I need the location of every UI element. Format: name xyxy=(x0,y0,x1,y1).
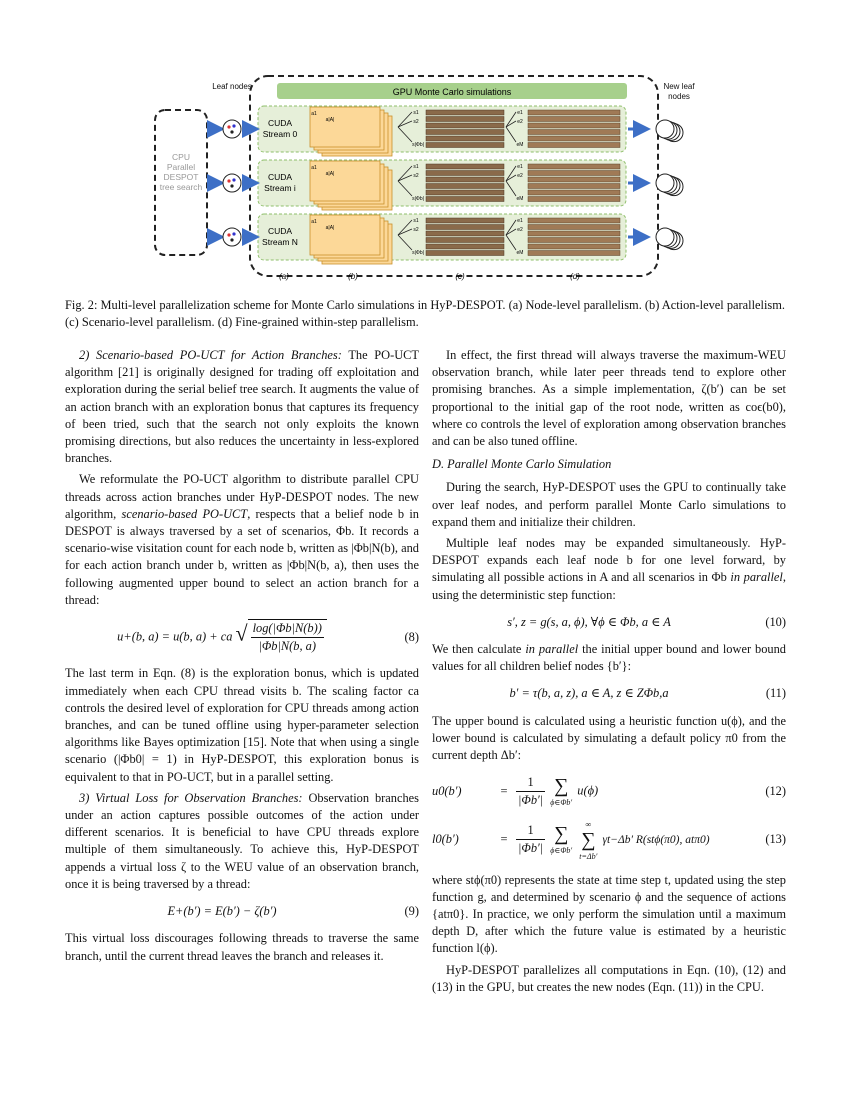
panel-label-d: (d) xyxy=(570,272,580,281)
action-card xyxy=(310,161,380,201)
leaf-node xyxy=(223,120,241,138)
dot xyxy=(230,184,233,187)
scenario-strip xyxy=(426,190,504,195)
equation-9 xyxy=(65,903,419,920)
cpu-box-label: CPU Parallel DESPOT tree search xyxy=(159,152,203,192)
action-label-a1: a1 xyxy=(311,219,317,225)
new-leaf-nodes-label: New leaf nodes xyxy=(663,82,695,101)
step-label-e2: e2 xyxy=(517,227,523,233)
step-strip xyxy=(528,143,620,148)
paragraph: where stϕ(π0) represents the state at time step t, updated using the step function g, and determined by scenario ϕ and the sequence of actions {atπ0}. In practice, we only perform the simulation until a maximum depth D, after which the future value is estimated by a heuristic function l(ϕ). xyxy=(432,872,786,956)
eq13-den: |Φb′| xyxy=(518,841,544,856)
eq8-lhs: u+(b, a) = u(b, a) + ca xyxy=(117,629,233,644)
eq12-equals: = xyxy=(500,784,508,799)
scenario-strip xyxy=(426,244,504,249)
step-label-eM: eM xyxy=(516,250,524,256)
scenario-strip xyxy=(426,251,504,256)
eq12-rhs: u(ϕ) xyxy=(577,783,599,798)
scenario-strip xyxy=(426,143,504,148)
dot xyxy=(232,124,235,127)
eq13-equals: = xyxy=(500,832,508,847)
scenario-strip xyxy=(426,231,504,236)
scenario-label-s1: s1 xyxy=(413,218,419,224)
action-label-a1: a1 xyxy=(311,111,317,117)
scenario-label-sphi: s|Φb| xyxy=(412,250,424,256)
dot xyxy=(227,125,230,128)
panel-label-b: (b) xyxy=(348,272,358,281)
step-label-e2: e2 xyxy=(517,173,523,179)
eq9-body: E+(b′) = E(b′) − ζ(b′) xyxy=(167,904,277,919)
scenario-label-s1: s1 xyxy=(413,110,419,116)
paragraph: Multiple leaf nodes may be expanded simultaneously. HyP-DESPOT expands each leaf node b for one level forward, by simulating all possible actions in A and all scenarios in Φb xyxy=(432,536,786,585)
eq13-number: (13) xyxy=(765,832,786,847)
eq12-one: 1 xyxy=(516,774,545,792)
eq13-lhs: l0(b′) xyxy=(432,832,459,847)
step-strip xyxy=(528,184,620,189)
emphasis: scenario-based PO-UCT xyxy=(121,506,248,521)
equation-8: u+(b, a) = u(b, a) + ca √ $\frac{\log(|\Phi b|N(b))}{|\Phi b|N(b, a)}$ (8) xyxy=(65,619,419,655)
step-strip xyxy=(528,171,620,176)
paragraph: This virtual loss discourages following threads to traverse the same branch, until the current thread leaves the branch and releases it. xyxy=(65,931,419,963)
eq10-body: s′, z = g(s, a, ϕ), ∀ϕ ∈ Φb, a ∈ A xyxy=(507,614,671,629)
sum-symbol: ∑ xyxy=(554,774,569,797)
step-label-e1: e1 xyxy=(517,218,523,224)
paragraph: The PO-UCT algorithm [21] is originally designed for trading off exploitation and exploration during the serial belief tree search. It augments the value of an action branch with an exploration bonus that captures its frequency of been tried, such that the search not only exploits the known promising directions, but also reduces the uncertainty in less-explored branches. xyxy=(65,348,420,466)
scenario-label-sphi: s|Φb| xyxy=(412,142,424,148)
eq13-rhs: γt−Δb′ R(stϕ(π0), atπ0) xyxy=(602,833,710,846)
sum-sub: ϕ∈Φb′ xyxy=(550,797,573,807)
scenario-strip xyxy=(426,218,504,223)
dot xyxy=(232,178,235,181)
eq12-number: (12) xyxy=(765,784,786,799)
step-strip xyxy=(528,136,620,141)
eq13-one: 1 xyxy=(516,822,545,840)
stream-cuda: CUDA xyxy=(267,118,293,128)
step-strip xyxy=(528,244,620,249)
action-label-aA: a|A| xyxy=(325,117,335,123)
equation-10 xyxy=(432,614,786,631)
stream-name: Stream N xyxy=(262,237,298,247)
scenario-label-s2: s2 xyxy=(413,227,419,233)
gpu-title: GPU Monte Carlo simulations xyxy=(392,87,512,97)
stream-cuda: CUDA xyxy=(267,226,293,236)
leaf-node xyxy=(223,228,241,246)
scenario-strip xyxy=(426,117,504,122)
stream-name: Stream 0 xyxy=(262,129,298,139)
stream-name: Stream i xyxy=(264,183,296,193)
eq8-numerator: log(|Φb|N(b)) xyxy=(251,620,324,638)
paragraph: The last term in Eqn. (8) is the exploration bonus, which is updated immediately when each CPU thread visits b. The scaling factor ca controls the desired level of exploration for CPU threads among action branches, and can be tuned offline using hyper-parameter selection algorithms like Bayes optimization [15]. Note that when using a single scenario (|Φb0| = 1) in HyP-DESPOT, this exploration bonus is equivalent to that in PO-UCT, but in a parallel setting. xyxy=(65,666,419,784)
action-label-a1: a1 xyxy=(311,165,317,171)
stream-cuda: CUDA xyxy=(267,172,293,182)
paragraph: HyP-DESPOT parallelizes all computations in Eqn. (10), (12) and (13) in the GPU, but creates the new nodes (Eqn. (11)) in the CPU. xyxy=(432,962,786,994)
step-strip xyxy=(528,117,620,122)
panel-label-c: (c) xyxy=(455,272,465,281)
paragraph: The upper bound is calculated using a heuristic function u(ϕ), and the lower bound is calculated by simulating a default policy π0 from the current depth Δb′: xyxy=(432,713,786,763)
sum-symbol: ∑ xyxy=(554,822,569,845)
section-heading-3: 3) Virtual Loss for Observation Branches: xyxy=(79,790,303,805)
equation-11 xyxy=(432,685,786,702)
sum-sup: ∞ xyxy=(585,819,592,829)
step-strip xyxy=(528,225,620,230)
parallelization-diagram xyxy=(150,70,702,285)
eq11-body: b′ = τ(b, a, z), a ∈ A, z ∈ ZΦb,a xyxy=(509,686,669,701)
eq9-number: (9) xyxy=(404,904,419,919)
figure-2 xyxy=(150,70,702,285)
dot xyxy=(227,179,230,182)
eq8-denominator: |Φb|N(b, a) xyxy=(258,639,316,654)
scenario-strip xyxy=(426,177,504,182)
step-label-eM: eM xyxy=(516,142,524,148)
new-leaf-node xyxy=(656,120,674,138)
scenario-strip xyxy=(426,197,504,202)
step-strip xyxy=(528,177,620,182)
paragraph: the initial upper bound and lower bound values for all children belief nodes {b′}: xyxy=(432,642,786,674)
scenario-strip xyxy=(426,136,504,141)
section-heading-d: D. Parallel Monte Carlo Simulation xyxy=(432,457,612,472)
dot xyxy=(230,130,233,133)
scenario-strip xyxy=(426,238,504,243)
paragraph: Observation branches under an action captures possible outcomes of the action under different scenarios. It is beneficial to have CPU threads explore multiple of them simultaneously. To achieve this, HyP-DESPOT appends a virtual loss ζ to the WEU value of an observation branch, once it is being traversed by a thread: xyxy=(65,790,419,891)
step-strip xyxy=(528,197,620,202)
step-strip xyxy=(528,218,620,223)
eq12-den: |Φb′| xyxy=(518,793,544,808)
eq11-number: (11) xyxy=(765,686,786,701)
step-label-e1: e1 xyxy=(517,110,523,116)
dot xyxy=(227,233,230,236)
paragraph: , using the deterministic step function: xyxy=(432,570,786,602)
emphasis: in parallel xyxy=(730,570,783,585)
sum-symbol: ∑ xyxy=(581,828,596,851)
step-strip xyxy=(528,251,620,256)
step-strip xyxy=(528,123,620,128)
scenario-label-s2: s2 xyxy=(413,119,419,125)
paragraph: During the search, HyP-DESPOT uses the GPU to continually take over leaf nodes, and perform parallel Monte Carlo simulations to expand them and initialize their children. xyxy=(432,480,786,529)
action-label-aA: a|A| xyxy=(325,171,335,177)
scenario-strip xyxy=(426,171,504,176)
equations-12-13 xyxy=(432,770,786,865)
paragraph: , respects that a belief node b in DESPOT is always traversed by a set of scenarios, Φb. It records a scenario-wise visitation count for each node b, written as |Φb|N(b), and for each action branch under b, written as |Φb|N(b, a), then uses the following augmented upper bound to select an action branch for a thread: xyxy=(65,506,419,607)
scenario-strip xyxy=(426,225,504,230)
figure-caption: Fig. 2: Multi-level parallelization scheme for Monte Carlo simulations in HyP-DESPOT. (a) Node-level parallelism. (b) Action-level parallelism. (c) Scenario-level parallelism. (d) Fine-grained within-step parallelism. xyxy=(65,298,785,329)
action-card xyxy=(310,107,380,147)
step-strip xyxy=(528,110,620,115)
paragraph: We reformulate the PO-UCT algorithm to distribute parallel CPU threads across action branches under HyP-DESPOT nodes. The new algorithm, xyxy=(65,472,419,521)
step-label-eM: eM xyxy=(516,196,524,202)
scenario-strip xyxy=(426,130,504,135)
eq12-lhs: u0(b′) xyxy=(432,784,462,799)
eq8-number: (8) xyxy=(404,629,419,644)
scenario-label-sphi: s|Φb| xyxy=(412,196,424,202)
paragraph: We then calculate xyxy=(432,642,522,657)
leaf-node xyxy=(223,174,241,192)
panel-label-a: (a) xyxy=(279,272,289,281)
emphasis: in parallel xyxy=(525,642,579,657)
step-strip xyxy=(528,130,620,135)
scenario-label-s1: s1 xyxy=(413,164,419,170)
dot xyxy=(232,232,235,235)
section-heading-2: 2) Scenario-based PO-UCT for Action Branches: xyxy=(79,348,342,362)
sum-sub: ϕ∈Φb′ xyxy=(550,845,573,855)
action-label-aA: a|A| xyxy=(325,225,335,231)
scenario-strip xyxy=(426,123,504,128)
step-label-e2: e2 xyxy=(517,119,523,125)
scenario-label-s2: s2 xyxy=(413,173,419,179)
left-column xyxy=(65,347,419,965)
sum-sub: t=Δb′ xyxy=(579,851,598,861)
step-strip xyxy=(528,231,620,236)
paragraph: In effect, the first thread will always traverse the maximum-WEU observation branch, while later peer threads tend to explore other promising branches. As a simple implementation, ζ(b′) can be set proportional to the initial gap of the root node, written as coϵ(b0), where co controls the level of exploration among observation branches and can be also tuned offline. xyxy=(432,348,786,449)
right-column xyxy=(432,347,786,996)
step-strip xyxy=(528,190,620,195)
scenario-strip xyxy=(426,184,504,189)
new-leaf-node xyxy=(656,174,674,192)
dot xyxy=(230,238,233,241)
new-leaf-node xyxy=(656,228,674,246)
scenario-strip xyxy=(426,164,504,169)
equation-13 xyxy=(432,814,786,866)
scenario-strip xyxy=(426,110,504,115)
step-strip xyxy=(528,238,620,243)
equation-12 xyxy=(432,770,786,813)
eq10-number: (10) xyxy=(765,614,786,629)
action-card xyxy=(310,215,380,255)
leaf-nodes-label: Leaf nodes xyxy=(212,82,252,91)
step-strip xyxy=(528,164,620,169)
step-label-e1: e1 xyxy=(517,164,523,170)
